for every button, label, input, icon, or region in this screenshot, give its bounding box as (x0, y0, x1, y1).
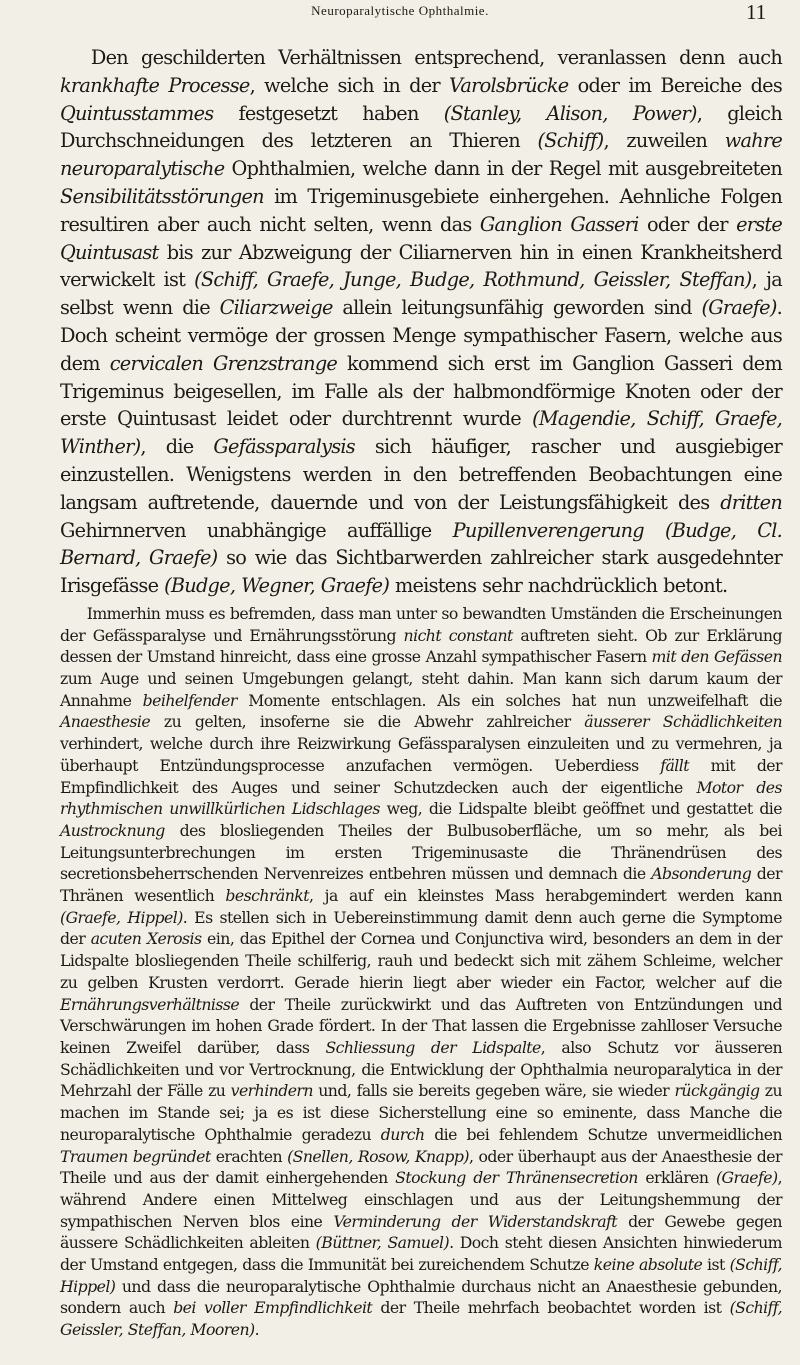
text-run: im Trigeminusgebiete einhergehen. Aehnliche Folgen resultiren aber auch nicht selten, wenn das (60, 184, 782, 236)
italic-run: Ernährungsverhältnisse (60, 994, 240, 1014)
text-run: weg, die Lidspalte bleibt geöffnet und gestattet die (379, 799, 783, 819)
text-run: festgesetzt haben (213, 101, 444, 125)
text-run: der Theile zurückwirkt und das Auftreten von Entzündungen und Verschwärungen im hohen Grade fördert. In der That lassen die Ergebnisse zahlloser Versuche keinen Zweifel darüber, dass (60, 994, 782, 1057)
text-run: . Es stellen sich in Uebereinstimmung damit denn auch gerne die Symptome der (60, 907, 782, 949)
text-run: , oder überhaupt aus der Anaesthesie der Theile und aus der damit einhergehenden (60, 1146, 782, 1188)
text-run: erachten (210, 1146, 288, 1166)
running-title: Neuroparalytische Ophthalmie. (311, 3, 489, 18)
text-run: , während Andere einen Mittelweg einschlagen und aus der Leitungshemmung der sympathischen Nerven blos eine (60, 1168, 783, 1231)
italic-run: (Graefe) (701, 296, 777, 320)
text-run: und, falls sie bereits gegeben wäre, sie wieder (312, 1081, 675, 1101)
italic-run: beschränkt (225, 886, 309, 906)
italic-run: (Schiff) (537, 129, 604, 153)
italic-run: dritten (720, 490, 782, 514)
text-run: und dass die neuroparalytische Ophthalmie durchaus nicht an Anaesthesie gebunden, sondern auch (60, 1276, 782, 1318)
text-run: auftreten sieht. Ob zur Erklärung dessen der Umstand hinreicht, dass eine grosse Anzahl sympathischer Fasern (60, 625, 782, 667)
italic-run: durch (380, 1124, 425, 1144)
italic-run: beihelfender (142, 690, 237, 710)
text-run: so wie das Sichtbarwerden zahlreicher stark ausgedehnter Irisgefässe (60, 546, 782, 598)
italic-run: Verminderung der Widerstandskraft (333, 1211, 618, 1231)
text-run: oder der (638, 212, 737, 236)
italic-run: Schliessung der Lidspalte (325, 1038, 541, 1057)
italic-run: krankhafte Processe (60, 73, 250, 97)
text-run: mit der Empfindlichkeit des Auges und seiner Schutzdecken auch der eigentliche (60, 755, 782, 797)
text-run: die bei fehlendem Schutze unvermeidlichen (424, 1124, 782, 1144)
text-run: , zuweilen (603, 129, 725, 153)
text-run: meistens sehr nachdrücklich betont. (389, 574, 728, 598)
italic-run: Quintusstammes (60, 101, 214, 125)
italic-run: (Graefe, Hippel) (60, 907, 183, 927)
text-run: zum Auge und seinen Umgebungen gelangt, steht dahin. Man kann sich darum kaum der Annahme (60, 669, 782, 710)
small-print-note (60, 603, 782, 1341)
italic-run: (Schiff, Geissler, Steffan, Mooren) (60, 1298, 783, 1340)
italic-run: fällt (660, 755, 689, 775)
italic-run: (Büttner, Samuel) (315, 1233, 450, 1253)
italic-run: bei voller Empfindlichkeit (173, 1298, 373, 1318)
text-run: der Theile mehrfach beobachtet worden ist (372, 1298, 730, 1318)
italic-run: acuten Xerosis (90, 929, 202, 949)
text-run: , die (140, 435, 214, 459)
note-paragraph (60, 603, 782, 1341)
text-run: Den geschilderten Verhältnissen entsprechend, veranlassen denn auch (90, 46, 782, 69)
italic-run: cervicalen Grenzstrange (109, 351, 338, 375)
italic-run: keine absolute (593, 1255, 703, 1275)
text-run: erklären (637, 1168, 716, 1188)
text-run: der Thränen wesentlich (60, 864, 782, 906)
text-run: sich häufiger, rascher und ausgiebiger einzustellen. Wenigstens werden in den betreffenden Beobachtungen eine langsam auftretende, dauernde und von der Leistungsfähigkeit des (60, 435, 782, 514)
italic-run: Traumen begründet (60, 1146, 211, 1166)
italic-run: Sensibilitätsstörungen (60, 184, 264, 208)
italic-run: Pupillenverengerung (Budge, Cl. Bernard, Graefe) (60, 518, 783, 570)
italic-run: Austrocknung (60, 820, 165, 840)
italic-run: (Stanley, Alison, Power) (443, 101, 697, 125)
text-run: Gehirnnerven unabhängige auffällige (60, 518, 453, 542)
text-run: bis zur Abzweigung der Ciliarnerven hin in einen Krankheitsherd verwickelt ist (60, 240, 782, 292)
text-run: oder im Bereiche des (568, 73, 782, 97)
italic-run: äusserer Schädlichkeiten (584, 712, 782, 732)
italic-run: erste Quintusast (60, 212, 782, 264)
text-run: Ophthalmien, welche dann in der Regel mit ausgebreiteten (224, 157, 782, 181)
italic-run: Ganglion Gasseri (479, 212, 639, 236)
italic-run: Motor des rhythmischen unwillkürlichen Lidschlages (60, 777, 782, 819)
page-number: 11 (746, 0, 767, 24)
italic-run: (Snellen, Rosow, Knapp) (287, 1146, 469, 1166)
text-run: des blosliegenden Theiles der Bulbusoberfläche, um so mehr, als bei Leitungsunterbrechungen im ersten Trigeminusaste die Thränendrüsen des secretionsbeherrschenden Nervenreizes entbehren müssen und demnach die (60, 820, 782, 884)
text-run: , also Schutz vor äusseren Schädlichkeiten und vor Vertrocknung, die Entwicklung der Ophthalmia neuroparalytica in der Mehrzahl der Fälle zu (60, 1038, 783, 1101)
text-run: . (254, 1320, 260, 1340)
italic-run: Absonderung (651, 864, 752, 884)
text-run: kommend sich erst im Ganglion Gasseri dem Trigeminus beigesellen, im Falle als der halbmondförmige Knoten oder der erste Quintusast leidet oder durchtrennt wurde (60, 351, 782, 431)
text-run: Momente entschlagen. Als ein solches hat nun unzweifelhaft die (236, 690, 782, 710)
italic-run: (Schiff, Hippel) (60, 1255, 782, 1296)
text-run: zu machen im Stande sei; ja es ist diese Sicherstellung eine so eminente, dass Manche die neuroparalytische Ophthalmie geradezu (60, 1081, 782, 1144)
italic-run: (Magendie, Schiff, Graefe, Winther) (60, 407, 782, 459)
italic-run: mit den Gefässen (651, 647, 783, 667)
italic-run: Gefässparalysis (213, 435, 355, 459)
text-run: , gleich Durchschneidungen des letzteren an Thieren (60, 101, 783, 153)
italic-run: Anaesthesie (60, 712, 151, 732)
text-run: . Doch scheint vermöge der grossen Menge sympathischer Fasern, welche aus dem (60, 296, 782, 375)
italic-run: (Budge, Wegner, Graefe) (164, 574, 390, 598)
main-paragraph (60, 44, 782, 600)
italic-run: wahre neuroparalytische (60, 129, 783, 181)
italic-run: Varolsbrücke (449, 73, 569, 97)
italic-run: Stockung der Thränensecretion (395, 1168, 638, 1188)
text-run: ein, das Epithel der Cornea und Conjunctiva wird, besonders an dem in der Lidspalte blosliegenden Theile schilferig, rauh und bedeckt sich mit zähem Schleime, welcher zu gelben Krusten verdorrt. Gerade hierin liegt aber wieder ein Factor, welcher auf die (60, 929, 782, 992)
italic-run: (Graefe) (715, 1168, 778, 1188)
italic-run: Ciliarzweige (219, 296, 333, 320)
text-run: ist (702, 1255, 730, 1275)
italic-run: verhindern (230, 1081, 313, 1101)
italic-run: nicht constant (403, 625, 513, 645)
text-run: , ja auf ein kleinstes Mass herabgemindert werden kann (308, 886, 782, 906)
text-run: der Gewebe gegen äussere Schädlichkeiten ableiten (60, 1211, 782, 1253)
text-run: allein leitungsunfähig geworden sind (332, 296, 702, 320)
text-run: zu gelten, insoferne sie die Abwehr zahlreicher (150, 712, 585, 732)
text-run: verhindert, welche durch ihre Reizwirkung Gefässparalysen einzuleiten und zu vermehren, ja überhaupt Entzündungsprocesse anzufachen vermögen. Ueberdiess (60, 734, 782, 775)
text-run: Immerhin muss es befremden, dass man unter so bewandten Umständen die Erscheinungen der Gefässparalyse und Ernährungsstörung (60, 603, 782, 645)
text-run: , welche sich in der (249, 73, 450, 97)
page-body (60, 44, 782, 1341)
italic-run: (Schiff, Graefe, Junge, Budge, Rothmund, Geissler, Steffan) (194, 268, 752, 292)
text-run: . Doch steht diesen Ansichten hinwiederum der Umstand entgegen, dass die Immunität bei zureichendem Schutze (60, 1233, 782, 1275)
main-text (60, 44, 782, 600)
italic-run: rückgängig (674, 1081, 760, 1101)
text-run: , ja selbst wenn die (60, 268, 782, 320)
